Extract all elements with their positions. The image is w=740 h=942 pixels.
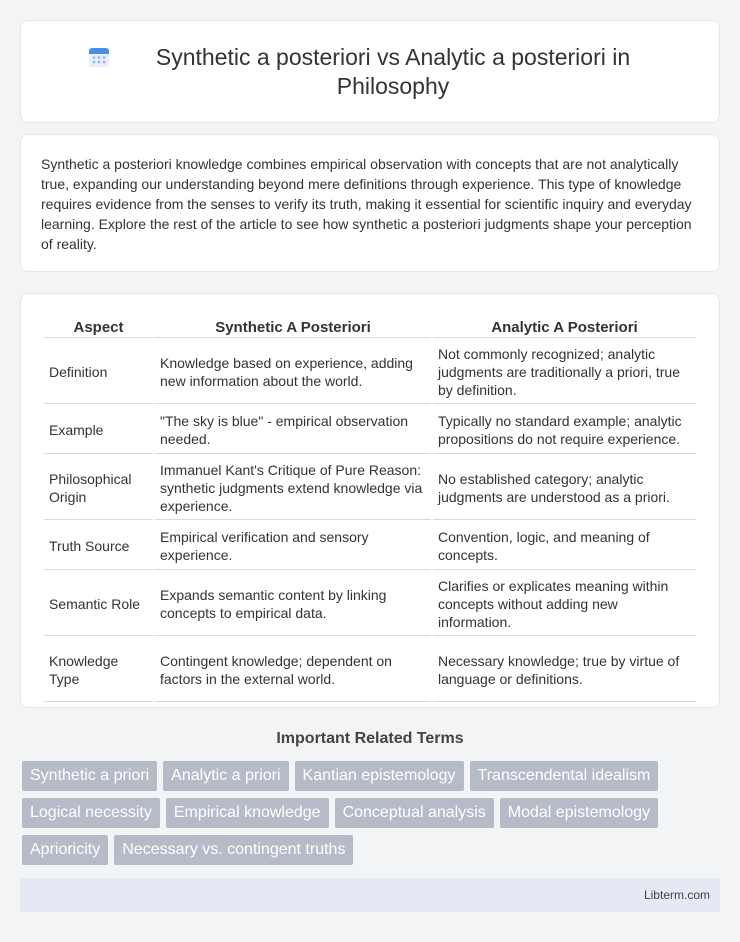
column-header-synthetic: Synthetic A Posteriori (155, 316, 431, 338)
comparison-table (42, 314, 698, 704)
aspect-cell: Knowledge Type (44, 638, 153, 702)
synthetic-cell: Knowledge based on experience, adding new information about the world. (155, 340, 431, 404)
related-term-tag[interactable]: Kantian epistemology (295, 761, 464, 791)
analytic-cell: Clarifies or explicates meaning within concepts without adding new information. (433, 572, 696, 636)
table-row (44, 572, 696, 636)
table-row (44, 638, 696, 702)
aspect-cell: Definition (44, 340, 153, 404)
intro-card (20, 134, 720, 272)
synthetic-cell: Immanuel Kant's Critique of Pure Reason: synthetic judgments extend knowledge via experience. (155, 456, 431, 520)
column-header-aspect: Aspect (44, 316, 153, 338)
aspect-cell: Semantic Role (44, 572, 153, 636)
column-header-analytic: Analytic A Posteriori (433, 316, 696, 338)
title-wrap (87, 43, 653, 101)
related-term-tag[interactable]: Aprioricity (22, 835, 108, 865)
related-term-tag[interactable]: Synthetic a priori (22, 761, 157, 791)
analytic-cell: Typically no standard example; analytic propositions do not require experience. (433, 406, 696, 454)
footer (20, 878, 720, 912)
title-card (20, 20, 720, 123)
table-row (44, 522, 696, 570)
comparison-table-card (20, 293, 720, 708)
table-row (44, 406, 696, 454)
analytic-cell: Convention, logic, and meaning of concepts. (433, 522, 696, 570)
aspect-cell: Example (44, 406, 153, 454)
analytic-cell: Necessary knowledge; true by virtue of language or definitions. (433, 638, 696, 702)
synthetic-cell: Contingent knowledge; dependent on factors in the external world. (155, 638, 431, 702)
synthetic-cell: Empirical verification and sensory experience. (155, 522, 431, 570)
aspect-cell: Truth Source (44, 522, 153, 570)
related-term-tag[interactable]: Logical necessity (22, 798, 160, 828)
related-term-tag[interactable]: Transcendental idealism (470, 761, 659, 791)
related-term-tag[interactable]: Analytic a priori (163, 761, 288, 791)
intro-paragraph: Synthetic a posteriori knowledge combines empirical observation with concepts that are not analytically true, expanding our understanding beyond mere definitions through experience. This type of knowledge requires evidence from the senses to verify its truth, making it essential for scientific inquiry and everyday learning. Explore the rest of the article to see how synthetic a posteriori judgments shape your perception of reality. (41, 156, 692, 252)
aspect-cell: Philosophical Origin (44, 456, 153, 520)
analytic-cell: Not commonly recognized; analytic judgments are traditionally a priori, true by definition. (433, 340, 696, 404)
related-term-tag[interactable]: Empirical knowledge (166, 798, 329, 828)
related-terms-list (22, 761, 718, 865)
related-term-tag[interactable]: Modal epistemology (500, 798, 658, 828)
related-terms-title: Important Related Terms (276, 730, 464, 747)
analytic-cell: No established category; analytic judgments are understood as a priori. (433, 456, 696, 520)
related-term-tag[interactable]: Necessary vs. contingent truths (114, 835, 353, 865)
synthetic-cell: "The sky is blue" - empirical observation needed. (155, 406, 431, 454)
table-row (44, 456, 696, 520)
footer-site-link[interactable]: Libterm.com (643, 888, 710, 902)
page-title: Synthetic a posteriori vs Analytic a posteriori in Philosophy (155, 43, 631, 99)
synthetic-cell: Expands semantic content by linking concepts to empirical data. (155, 572, 431, 636)
table-header-row (44, 316, 696, 338)
table-row (44, 340, 696, 404)
related-term-tag[interactable]: Conceptual analysis (335, 798, 494, 828)
calendar-icon (87, 45, 111, 69)
